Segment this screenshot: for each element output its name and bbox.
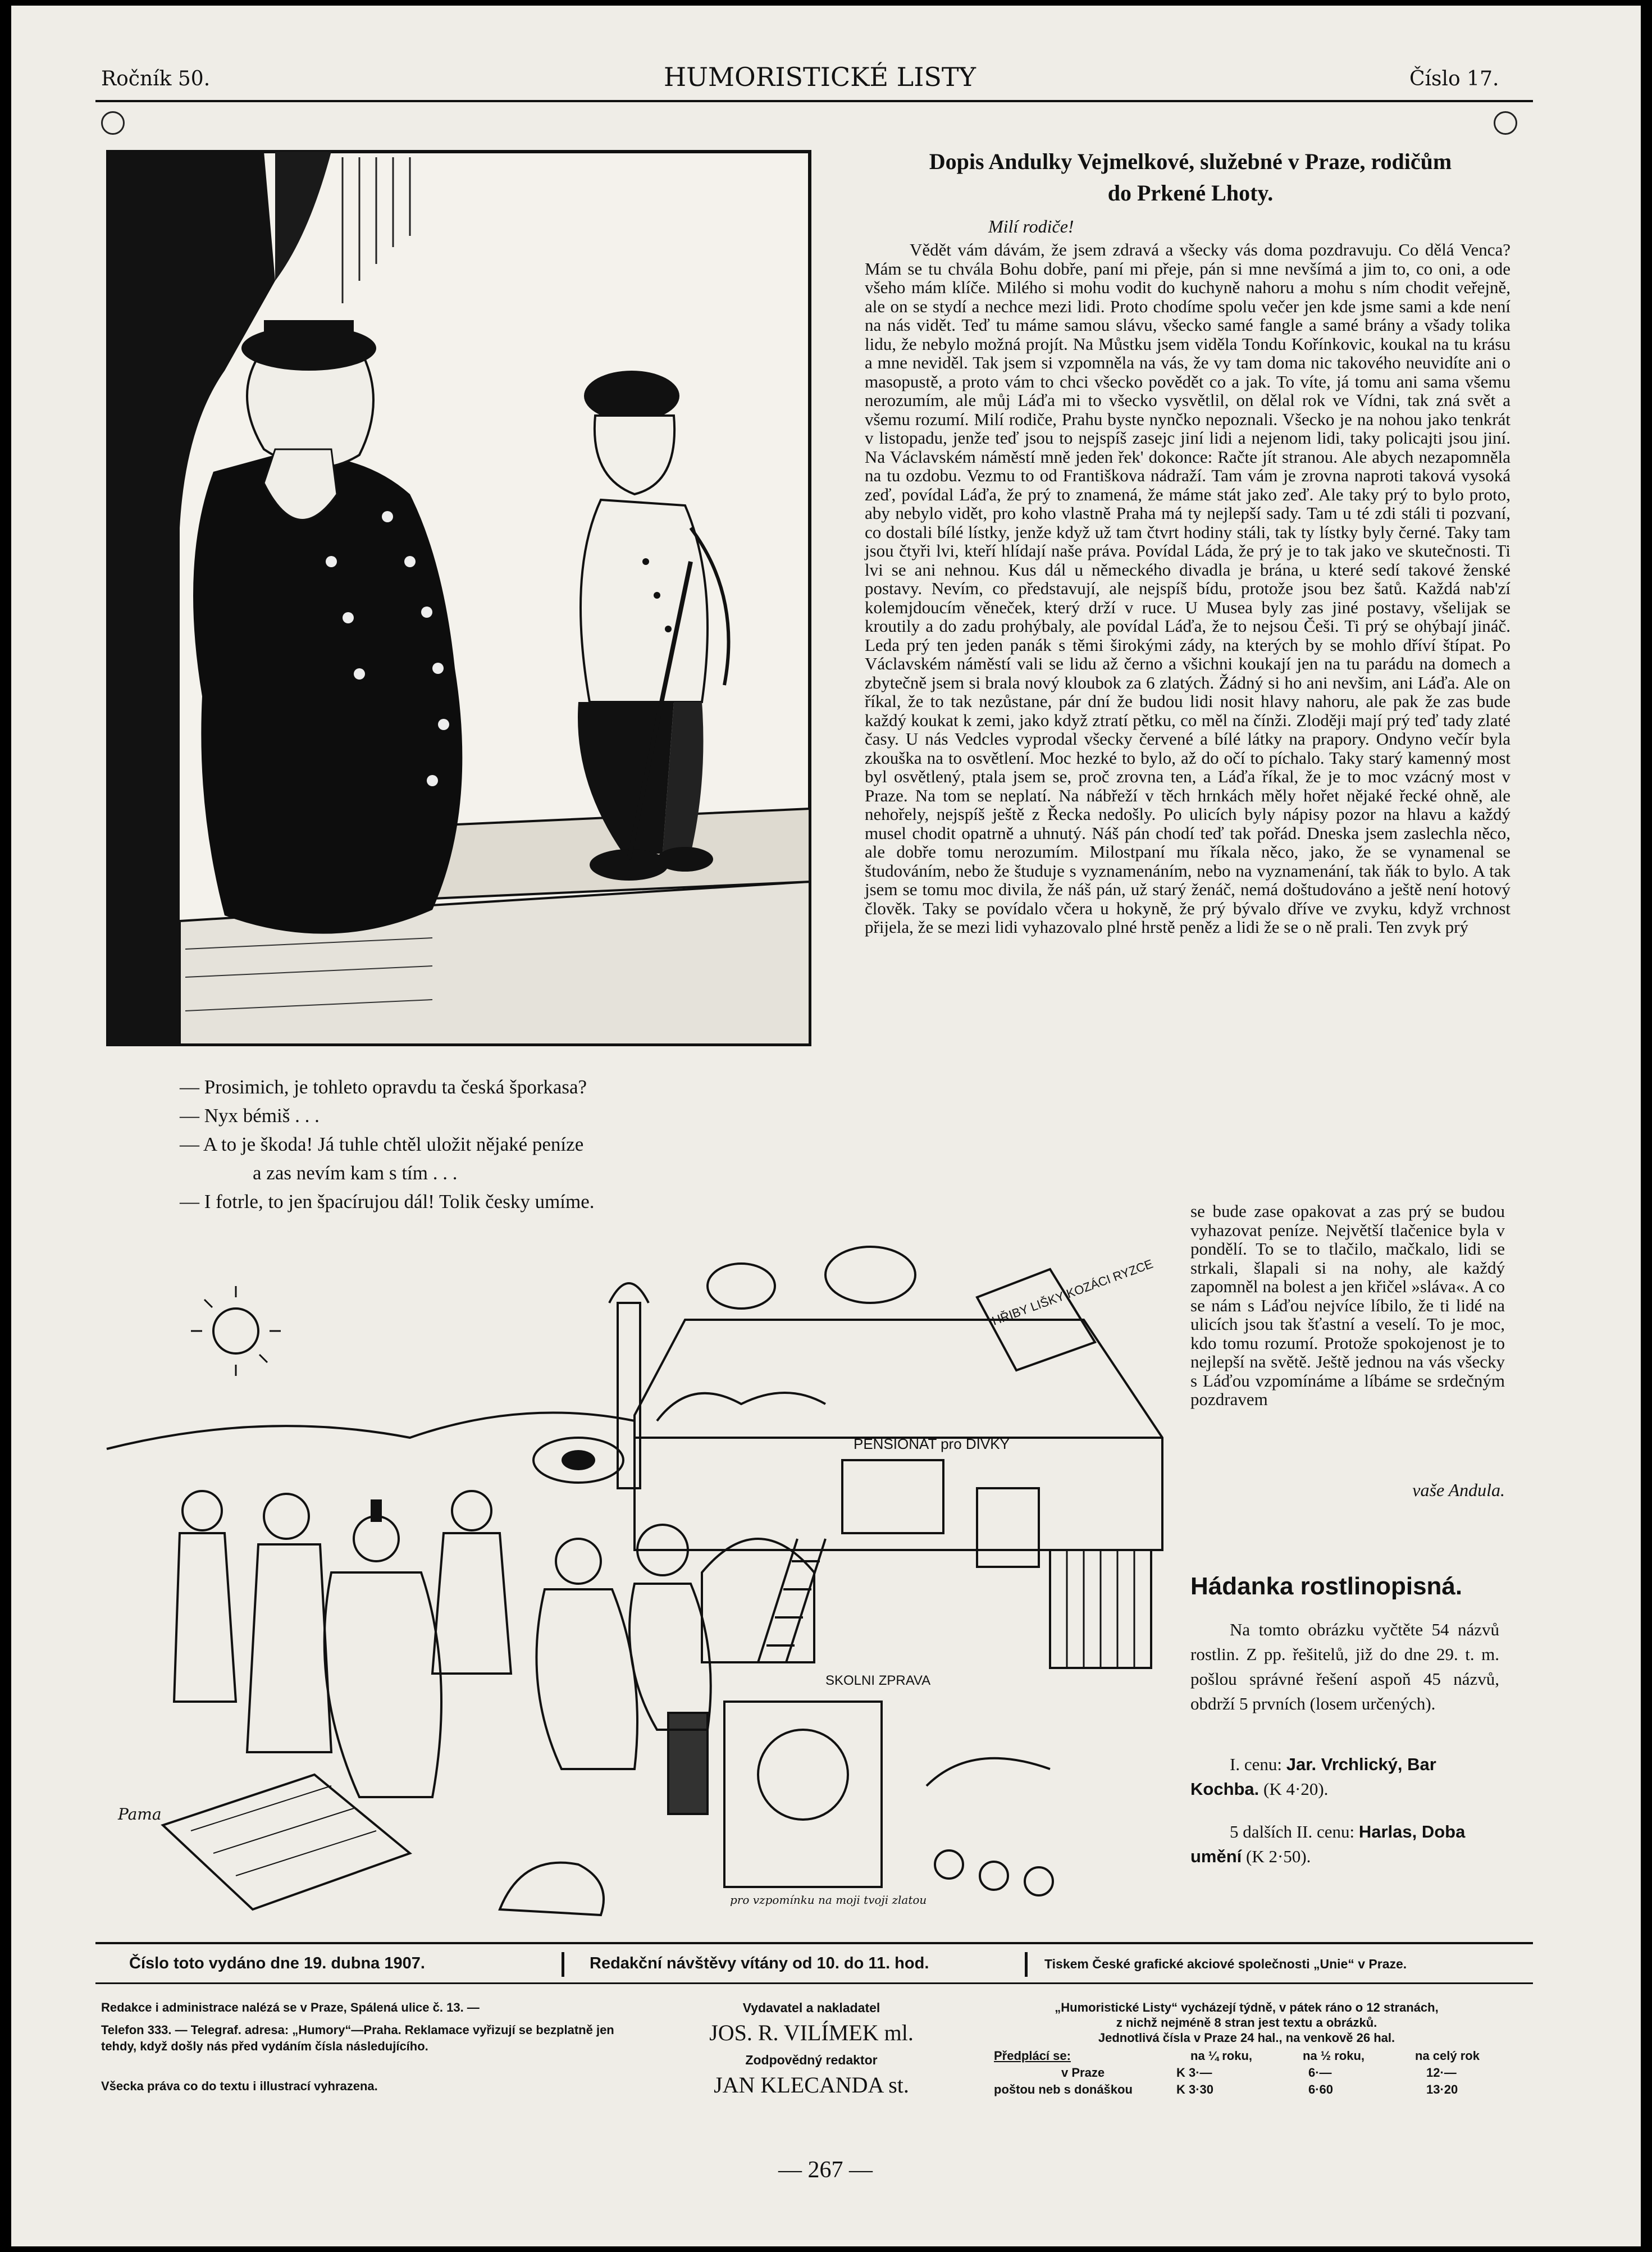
letter-title-line-1: Dopis Andulky Vejmelkové, služebné v Praze, rodičům: [929, 149, 1452, 174]
school-report-text: SKOLNI ZPRAVA: [825, 1673, 931, 1688]
footer-publisher-label: Vydavatel a nakladatel: [742, 2000, 880, 2015]
subscription-prague-half: 6·—: [1308, 2066, 1332, 2080]
puzzle-illustration: [95, 1236, 1207, 1926]
subscription-prague-quarter: K 3·—: [1176, 2066, 1212, 2080]
cartoon-illustration: [95, 135, 825, 1050]
caption-line-1: — Prosimich, je tohleto opravdu ta česká šporkasa?: [180, 1076, 587, 1098]
letter-title-line-2: do Prkené Lhoty.: [1107, 180, 1274, 206]
letter-signature: vaše Andula.: [1412, 1480, 1505, 1500]
subscription-prague-year: 12·—: [1426, 2066, 1457, 2080]
subscription-col-half: na ½ roku,: [1303, 2049, 1365, 2063]
subscription-row-post: poštou neb s donáškou: [994, 2082, 1133, 2096]
puzzle-title: Hádanka rostlinopisná.: [1190, 1572, 1463, 1600]
puzzle-prize-1: [1190, 1752, 1499, 1802]
subscription-label: Předplácí se:: [994, 2049, 1071, 2063]
subscription-col-year: na celý rok: [1415, 2049, 1480, 2063]
caption-line-5: — I fotrle, to jen špacírujou dál! Tolik česky umíme.: [180, 1191, 595, 1212]
puzzle-drawing: [95, 1236, 1207, 1926]
prize-2-title: Harlas, Doba umění: [1190, 1822, 1466, 1866]
caption-line-2: — Nyx bémiš . . .: [180, 1105, 320, 1127]
prize-1-prefix: I. cenu:: [1230, 1754, 1286, 1774]
letter-salutation: Milí rodiče!: [988, 216, 1074, 236]
subscription-row-prague: v Praze: [1061, 2066, 1105, 2080]
left-ornament-icon: [101, 111, 125, 135]
prize-2-price: (K 2·50).: [1242, 1847, 1311, 1866]
footer-address: Redakce i administrace nalézá se v Praze, Spálená ulice č. 13. —: [101, 2000, 480, 2014]
caption-line-3: — A to je škoda! Já tuhle chtěl uložit nějaké peníze: [180, 1133, 584, 1155]
prize-1-price: (K 4·20).: [1259, 1779, 1329, 1799]
prize-1-title: Jar. Vrchlický, Bar Kochba.: [1190, 1754, 1436, 1799]
artist-signature: Pama: [118, 1805, 162, 1824]
letter-body: Vědět vám dávám, že jsem zdravá a všecky vás doma pozdravuju. Co dělá Venca? Mám se tu chvála Bohu dobře, paní mi přeje, pán si mne nevšímá a jim to, co oni, a ode všeho mám klíče. Milého si mohu vodit do kuchyně nahoru a mohu s ním chodit veřejně, ale on se stydí a nechce mezi lidi. Proto chodíme spolu večer jen kde jsme sami a kde není na nás vidět. Teď tu máme samou slávu, všecko samé fangle a samé brány a všady tolika lidu, že nebylo možná projít. Na Můstku jsem viděla Tondu Kořínkovic, koukal na tu krásu a mne neviděl. Tak jsem si vzpomněla na vás, že vy tam doma nic takového neuvidíte ani o masopustě, a proto vám to chci všecko povědět co a jak. To víte, já tomu ani sama všemu nerozumím, ale můj Láďa mi to všecko vysvětlil, on dělal rok ve Vídni, tak zná svět a všemu rozumí. Milí rodiče, Prahu byste nynčko nepoznali. Všecko je na nohou jako tenkrát v listopadu, jenže teď jsou to nejspíš zasejc jiní lidi a nejenom lidi, taky policajti jsou jiní. Na Václavském náměstí mně jeden řek' dokonce: Račte jít stranou. Ale abych nezapomněla na tu ozdobu. Vezmu to od Františkova nádraží. Tam vám je zrovna naproti taková vysoká zeď, povídal Láďa, že prý to znamená, že máme stát jako zeď. Ale taky prý to bylo proto, aby nebylo vidět, pro koho vlastně Praha má ty nejlepší sady. Tam u té zdi stáli ti pozvaní, co dostali bílé lístky, jenže když už tam čtvrt hodiny stáli, tak ty lístky byly černé. Taky tam jsou čtyři lvi, kteří hlídají naše práva. Povídal Láda, že prý je to tak jako ve skutečnosti. Ti lvi se ani nehnou. Kus dál u německého divadla je brána, u které sedí takové ženské postavy. Nevím, co představují, ale nejspíš bídu, protože jsou bez šatů. Každá nab'zí kolemjdoucím věneček, který drží v ruce. U Musea byly zas jiné postavy, všelijak se kroutily a do zadu prohýbaly, ale povídal Láďa, že to nejsou Češi. Ti prý se ohýbají jináč. Leda prý ten jeden panák s těmi širokými zády, na kterých by se mohlo dříví štípat. Po Václavském náměstí vali se lidu až černo a všichni koukají jen na tu parádu na domech a zbytečně jsem si brala nový kloubok za 6 zlatých. Žádný si ho ani nevšim, ani Láďa. Ale on říkal, že to tak nezůstane, pár dní že budou lidi nosit hlavy nahoru, ale pak že zas bude každý koukat k zemi, jako když ztratí pětku, co měl na čínži. Zloději mají prý teď tady zlaté časy. U nás Vedcles vyprodal všecky červené a bílé látky na prapory. Ondyno večír byla zkouška na to osvětlení. Moc hezké to bylo, až do očí to píchalo. Taky starý kamenný most byl osvětlený, ptala jsem se, proč zrovna ten, a Láďa říkal, že je to moc vzácný most v Praze. Na tom se neplatí. Na nábřeží v těch hrnkách měly hořet nějaké řecké ohně, ale nehořely, nejspíš ještě z Řecka nedošly. Po ulicích byly nápisy pozor na hlavu a každý musel chodit opatrně a uhnutý. Náš pán chodí teď tak pořád. Dneska jsem zaslechla něco, ale dobře tomu nerozumím. Milostpaní mu říkala něco, jako, že se vynamenal se študováním, nebo že študuje s vyznamenáním, nebo na vyznamenání, tak ňák to bylo. A tak jsem se tomu moc divila, že náš pán, už starý ženáč, nemá doštudováno a ještě není hotový člověk. Taky se povídalo včera u hokyně, že prý bývalo dříve ve zvyku, když vrchnost přijela, že se mezi lidi vyhazovalo plné hrstě peněz a lidi že se o ně prali. Ten zvyk prý: [865, 240, 1510, 937]
frame-caption-text: pro vzpomínku na moji tvoji zlatou: [730, 1893, 927, 1907]
right-ornament-icon: [1494, 111, 1517, 135]
cartoon-drawing: [95, 135, 825, 1050]
footer-rights: Všecka práva co do textu i illustrací vyhrazena.: [101, 2079, 378, 2093]
prize-2-prefix: 5 dalších II. cenu:: [1230, 1822, 1359, 1841]
volume-label: Ročník 50.: [101, 67, 211, 90]
roof-sign-text: HŘIBY LIŠKY KOZÁCI RYZCE: [990, 1256, 1155, 1328]
journal-title: HUMORISTICKÉ LISTY: [664, 62, 976, 92]
footer-divider-2: [1025, 1952, 1028, 1977]
footer-single-price: Jednotlivá čísla v Praze 24 hal., na venkově 26 hal.: [1098, 2031, 1395, 2045]
footer-issue-date: Číslo toto vydáno dne 19. dubna 1907.: [129, 1954, 425, 1972]
footer-frequency: „Humoristické Listy“ vycházejí týdně, v pátek ráno o 12 stranách,: [1055, 2000, 1439, 2014]
subscription-post-quarter: K 3·30: [1176, 2082, 1214, 2096]
subscription-post-year: 13·20: [1426, 2082, 1458, 2096]
pension-sign-text: PENSIONAT pro DIVKY: [854, 1435, 1010, 1452]
footer-printer: Tiskem České grafické akciové společnosti „Unie“ v Praze.: [1044, 1957, 1407, 1971]
footer-visit-hours: Redakční návštěvy vítány od 10. do 11. hod.: [590, 1954, 929, 1972]
footer-rule-bottom: [95, 1982, 1533, 1984]
footer-phone: Telefon 333. — Telegraf. adresa: „Humory“—Praha. Reklamace vyřizují se bezplatně jen tehdy, když došly nás před vydáním čísla následujícího.: [101, 2023, 614, 2053]
footer-divider-1: [562, 1952, 564, 1977]
page: [11, 6, 1641, 2246]
puzzle-prize-2: [1190, 1820, 1499, 1869]
page-number: — 267 —: [778, 2157, 873, 2183]
subscription-col-quarter: na ¼ roku,: [1190, 2049, 1253, 2063]
issue-label: Číslo 17.: [1409, 67, 1499, 90]
letter-body-tail: se bude zase opakovat a zas prý se budou vyhazovat peníze. Největší tlačenice byla v pondělí. To se to tlačilo, mačkalo, lidi se strkali, šlapali si na nohy, ale každý zapomněl na bolest a jen křičel »sláva«. A co se nám s Láďou nejvíce líbilo, že ti lidé na ulicích jsou tak šťastní a veselí. To je moc, kdo tomu rozumí. Protože spokojenost je to nejlepší na světě. Ještě jednou na vás všecky s Láďou vzpomínáme a líbáme se srdečným pozdravem: [1190, 1201, 1505, 1409]
footer-editor: JAN KLECANDA st.: [714, 2072, 909, 2098]
footer-editor-label: Zodpovědný redaktor: [745, 2053, 878, 2067]
caption-line-4: a zas nevím kam s tím . . .: [253, 1162, 458, 1184]
puzzle-text: Na tomto obrázku vyčtěte 54 názvů rostlin. Z pp. řešitelů, již do dne 29. t. m. pošlou správné řešení aspoň 45 názvů, obdrží 5 prvních (losem určených).: [1190, 1620, 1499, 1713]
header-rule: [95, 100, 1533, 102]
footer-pages: z nichž nejméně 8 stran jest textu a obrázků.: [1116, 2016, 1377, 2030]
footer-rule-top: [95, 1942, 1533, 1944]
footer-publisher: JOS. R. VILÍMEK ml.: [709, 2020, 914, 2045]
subscription-post-half: 6·60: [1308, 2082, 1334, 2096]
